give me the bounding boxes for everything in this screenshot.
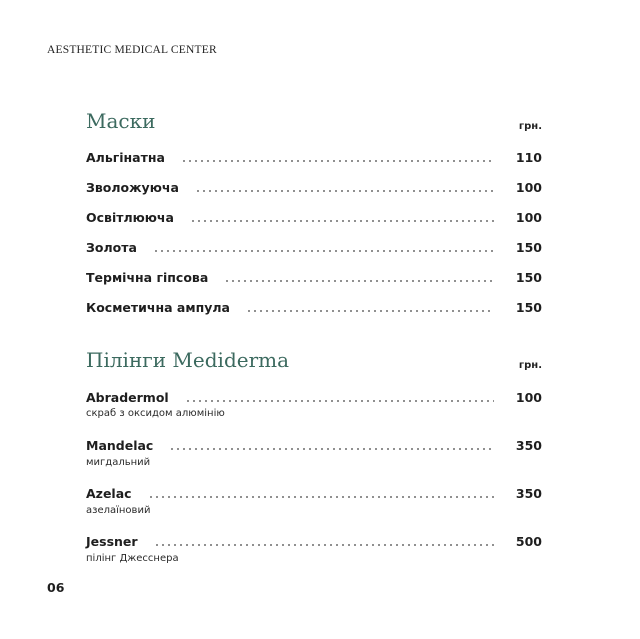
dot-leader	[181, 160, 494, 162]
item-name: Зволожуюча	[86, 180, 179, 195]
item-name: Альгінатна	[86, 150, 165, 165]
currency-label: грн.	[518, 121, 542, 132]
item-name: Jessner	[86, 534, 138, 549]
price-row	[86, 206, 542, 226]
dot-leader	[195, 190, 494, 192]
item-subtitle: пілінг Джесснера	[86, 553, 179, 564]
item-name: Abradermol	[86, 390, 169, 405]
section-header-peels	[86, 343, 542, 373]
price-row	[86, 266, 542, 286]
item-name: Золота	[86, 240, 137, 255]
item-price: 150	[515, 300, 542, 315]
item-price: 350	[515, 486, 542, 501]
item-price: 350	[515, 438, 542, 453]
item-subtitle: азелаїновий	[86, 505, 151, 516]
price-row	[86, 482, 542, 502]
item-price: 100	[515, 180, 542, 195]
price-row	[86, 530, 542, 550]
item-price: 150	[515, 270, 542, 285]
dot-leader	[185, 400, 494, 402]
section-header-masks	[86, 104, 542, 134]
price-row	[86, 146, 542, 166]
item-subtitle: скраб з оксидом алюмінію	[86, 408, 225, 419]
section-title: Пілінги Mediderma	[86, 348, 290, 372]
item-price: 150	[515, 240, 542, 255]
item-name: Mandelac	[86, 438, 154, 453]
price-row	[86, 236, 542, 256]
item-price: 500	[515, 534, 542, 549]
item-price: 110	[515, 150, 542, 165]
item-price: 100	[515, 390, 542, 405]
item-name: Косметична ампула	[86, 300, 230, 315]
item-subtitle: мигдальний	[86, 457, 151, 468]
price-row	[86, 386, 542, 406]
dot-leader	[190, 220, 494, 222]
dot-leader	[153, 250, 494, 252]
price-row	[86, 434, 542, 454]
dot-leader	[169, 448, 494, 450]
item-name: Освітлююча	[86, 210, 174, 225]
page-number: 06	[47, 580, 65, 595]
brand-name: AESTHETIC MEDICAL CENTER	[47, 44, 217, 56]
currency-label: грн.	[518, 360, 542, 371]
price-row	[86, 176, 542, 196]
dot-leader	[246, 310, 494, 312]
dot-leader	[224, 280, 494, 282]
dot-leader	[154, 544, 494, 546]
section-title: Маски	[86, 109, 156, 133]
item-name: Azelac	[86, 486, 132, 501]
price-row	[86, 296, 542, 316]
dot-leader	[148, 496, 494, 498]
item-name: Термічна гіпсова	[86, 270, 209, 285]
item-price: 100	[515, 210, 542, 225]
